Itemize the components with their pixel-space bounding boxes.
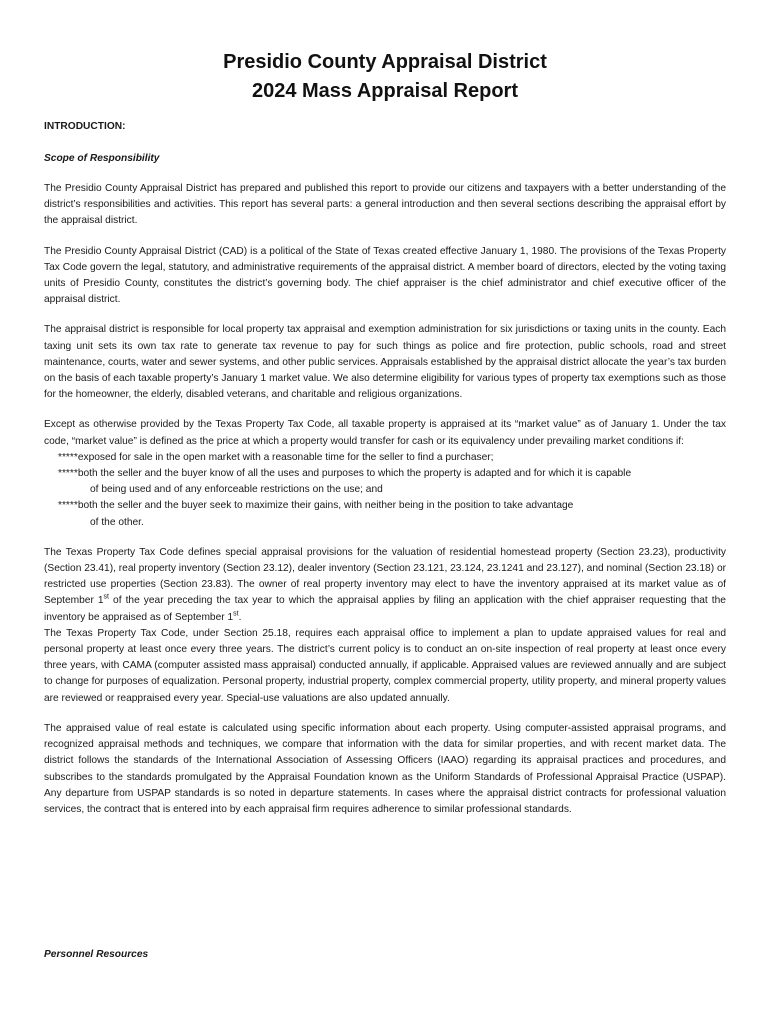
paragraph-responsibilities: The appraisal district is responsible for local property tax appraisal and exemption administration for six jurisdictions or taxing units in the county. Each taxing unit sets its own tax rate to generate tax revenue to pay for such things as police and fire protection, public schools, road and street maintenance, courts, water and sewer systems, and other public services. Appraisals established by the appraisal district allocate the year’s tax burden on the basis of each taxable property’s January 1 market value. We also determine eligibility for various types of property tax exemptions such as those for the homeowner, the elderly, disabled veterans, and charitable and religious organizations. [44,324,726,401]
paragraph-cad-governance: The Presidio County Appraisal District (CAD) is a political of the State of Texas created effective January 1, 1980. The provisions of the Texas Property Tax Code govern the legal, statutory, and administrative requirements of the appraisal district. A member board of directors, elected by the voting taxing units of Presidio County, constitutes the district’s governing body. The chief appraiser is the chief administrator and chief executive officer of the appraisal district. [44,245,726,306]
document-title: Presidio County Appraisal District [223,51,547,73]
paragraph-appraisal-standards: The appraised value of real estate is calculated using specific information about each property. Using computer-assisted appraisal programs, and recognized appraisal methods and techniques, we compare that information with the data for similar properties, and with recent market data. The district follows the standards of the International Association of Assessing Officers (IAAO) regarding its appraisal practices and procedures, and subscribes to the standards promulgated by the Appraisal Foundation known as the Uniform Standards of Professional Appraisal Practice (USPAP). Any departure from USPAP standards is so noted in departure statements. In cases where the appraisal district contracts for professional valuation services, the contract that is entered into by each appraisal firm requires adherence to similar professional standards. [44,722,726,815]
paragraph-special-provisions: The Texas Property Tax Code defines special appraisal provisions for the valuation of residential homestead property (Section 23.23), productivity (Section 23.41), real property inventory (Section 23.12), dealer inventory (Section 23.121, 23.124, 23.1241 and 23.127), and nominal (Section 23.18) or restricted use properties (Section 23.83). The owner of real property inventory may elect to have the inventory appraised at its market value as of September 1st of the year preceding the tax year to which the appraisal applies by filing an application with the chief appraiser requesting that the inventory be appraised as of September 1st. [44,546,726,623]
title-block [44,48,726,106]
paragraph-reappraisal-plan: The Texas Property Tax Code, under Section 25.18, requires each appraisal office to implement a plan to update appraised values for real and personal property at least once every three years. The district’s current policy is to conduct an on-site inspection of real property at least once every three years, with CAMA (computer assisted mass appraisal) conducted annually, if applicable. Appraised values are reviewed annually and are subject to change for purposes of equalization. Personal property, industrial property, complex commercial property, utility property, and mineral property values are reviewed or reappraised every year. Special-use valuations are also updated annually. [44,627,726,704]
condition-item-continuation: of being used and of any enforceable restrictions on the use; and [90,484,383,496]
condition-item: *****exposed for sale in the open market with a reasonable time for the seller to find a purchaser; [58,451,494,463]
condition-item: *****both the seller and the buyer seek to maximize their gains, with neither being in the position to take advantage [58,500,574,512]
market-conditions-list [44,450,726,531]
subsection-heading-scope: Scope of Responsibility [44,153,160,164]
document-subtitle: 2024 Mass Appraisal Report [251,80,519,102]
paragraph-purpose: The Presidio County Appraisal District has prepared and published this report to provide our citizens and taxpayers with a better understanding of the district’s responsibilities and activities. This report has several parts: a general introduction and then several sections describing the appraisal effort by the appraisal district. [44,183,726,227]
section-heading-personnel-resources: Personnel Resources [44,949,149,960]
condition-item: *****both the seller and the buyer know of all the uses and purposes to which the property is adapted and for which it is capable [58,468,632,480]
condition-item-continuation: of the other. [90,516,144,528]
paragraph-market-value: Except as otherwise provided by the Texas Property Tax Code, all taxable property is appraised at its “market value” as of January 1. Under the tax code, “market value” is defined as the price at which a property would transfer for cash or its equivalency under prevailing market conditions if: [44,419,726,447]
section-heading-introduction: INTRODUCTION: [44,121,126,132]
